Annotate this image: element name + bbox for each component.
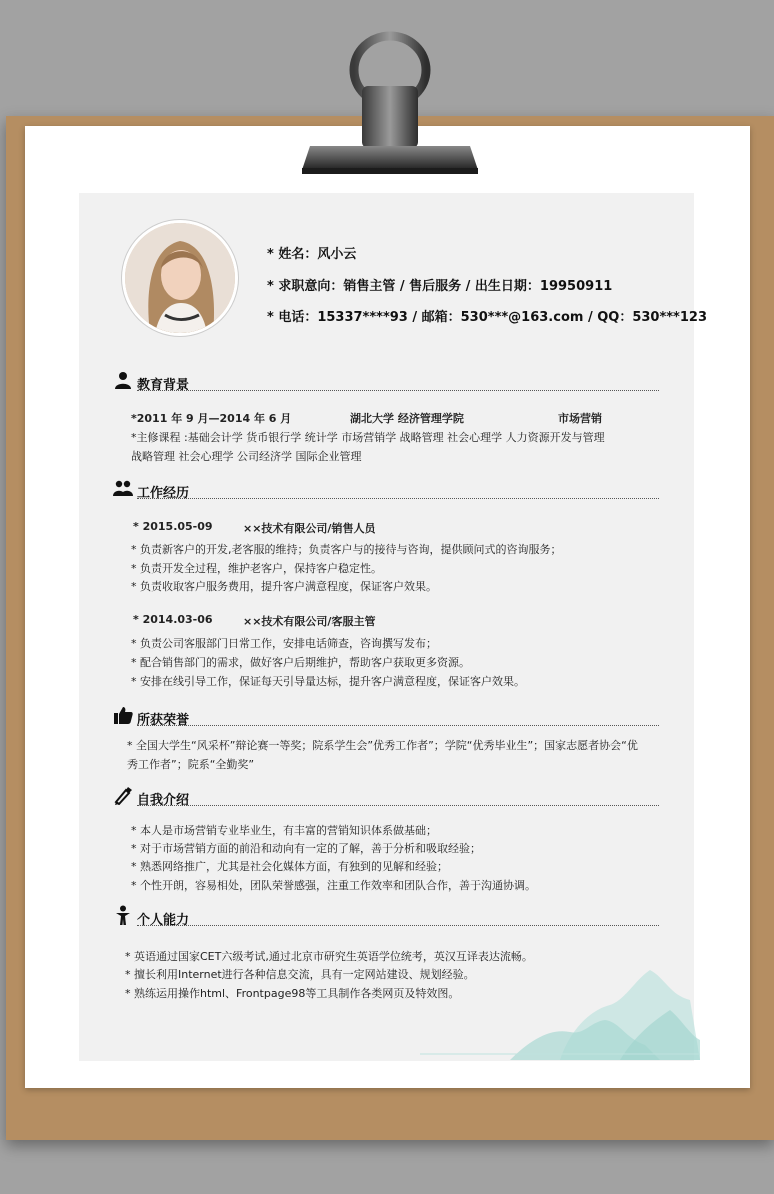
section-title: 个人能力	[137, 913, 190, 928]
honors-text: 秀工作者”；院系“全勤奖”	[127, 758, 255, 771]
edu-period: *2011 年 9 月—2014 年 6 月	[131, 412, 292, 425]
intro-item: * 本人是市场营销专业毕业生，有丰富的营销知识体系做基础；	[131, 824, 437, 837]
divider	[137, 390, 659, 391]
job-item: * 负责公司客服部门日常工作，安排电话筛查，咨询撰写发布；	[131, 637, 437, 650]
intro-item: * 熟悉网络推广，尤其是社会化媒体方面，有独到的见解和经验；	[131, 860, 448, 873]
binder-clip-icon	[300, 28, 480, 178]
divider	[137, 725, 659, 726]
pen-icon	[113, 785, 133, 805]
job-item: * 配合销售部门的需求，做好客户后期维护，帮助客户获取更多资源。	[131, 656, 470, 669]
job-item: * 负责新客户的开发,老客服的维持；负责客户与的接待与咨询，提供顾问式的咨询服务；	[131, 543, 562, 556]
name-line: * 姓名：风小云	[267, 247, 357, 262]
job-item: * 安排在线引导工作，保证每天引导量达标，提升客户满意程度，保证客户效果。	[131, 675, 525, 688]
ability-item: * 英语通过国家CET六级考试,通过北京市研究生英语学位统考，英汉互译表达流畅。	[125, 950, 533, 963]
divider	[137, 805, 659, 806]
intro-item: * 个性开朗，容易相处，团队荣誉感强，注重工作效率和团队合作，善于沟通协调。	[131, 879, 536, 892]
edu-school: 湖北大学 经济管理学院	[350, 412, 464, 425]
job-item: * 负责收取客户服务费用，提升客户满意程度，保证客户效果。	[131, 580, 437, 593]
section-title: 工作经历	[137, 486, 190, 501]
portrait-photo	[125, 223, 235, 333]
section-title: 所获荣誉	[137, 713, 190, 728]
job-date: * 2014.03-06	[133, 613, 213, 626]
contact-line: * 电话：15337****93 / 邮箱：530***@163.com / QQ：530***123	[267, 310, 707, 325]
thumbs-up-icon	[113, 705, 133, 725]
edu-courses: *主修课程 :基础会计学 货币银行学 统计学 市场营销学 战略管理 社会心理学 人力资源开发与管理	[131, 431, 605, 444]
job-item: * 负责开发全过程，维护老客户，保持客户稳定性。	[131, 562, 382, 575]
intent-line: * 求职意向：销售主管 / 售后服务 / 出生日期：19950911	[267, 279, 613, 294]
team-icon	[113, 478, 133, 498]
section-title: 自我介绍	[137, 793, 190, 808]
divider	[137, 498, 659, 499]
avatar	[122, 220, 238, 336]
person-icon	[113, 905, 133, 925]
user-icon	[113, 370, 133, 390]
section-title: 教育背景	[137, 378, 190, 393]
intro-item: * 对于市场营销方面的前沿和动向有一定的了解，善于分析和吸取经验；	[131, 842, 481, 855]
job-date: * 2015.05-09	[133, 520, 213, 533]
job-company: ××技术有限公司/销售人员	[243, 522, 376, 535]
edu-major: 市场营销	[558, 412, 602, 425]
job-company: ××技术有限公司/客服主管	[243, 615, 376, 628]
honors-text: * 全国大学生“风采杯”辩论赛一等奖；院系学生会”优秀工作者”；学院“优秀毕业生”；国家志愿者协会“优	[127, 739, 638, 752]
ability-item: * 熟练运用操作html、Frontpage98等工具制作各类网页及特效图。	[125, 987, 460, 1000]
edu-courses: 战略管理 社会心理学 公司经济学 国际企业管理	[131, 450, 362, 463]
divider	[137, 925, 659, 926]
ability-item: * 擅长利用Internet进行各种信息交流，具有一定网站建设、规划经验。	[125, 968, 475, 981]
